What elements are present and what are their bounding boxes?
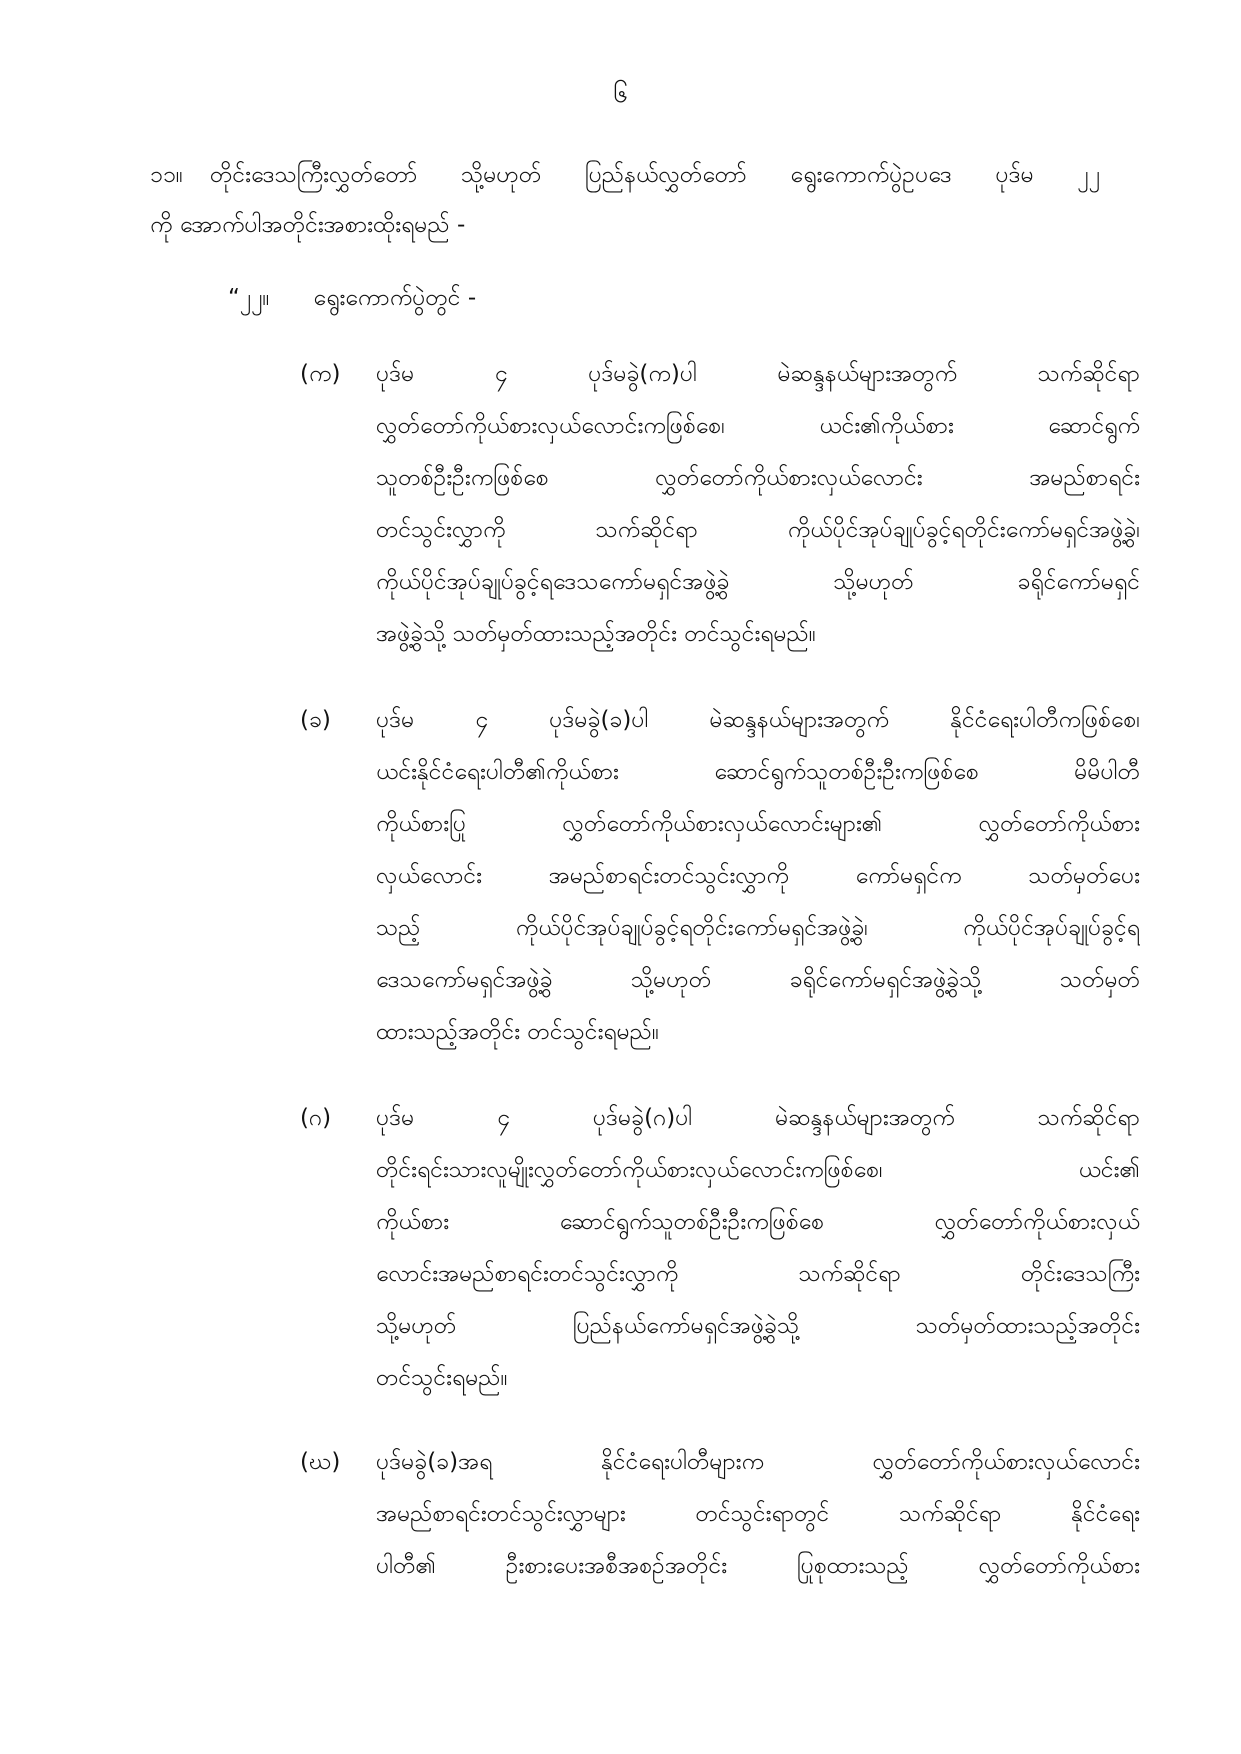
clause-line: ပုဒ်မခွဲ(ခ)အရ နိုင်ငံရေးပါတီများက လွှတ်တော်ကိုယ်စားလှယ်လောင်း <box>376 1449 1140 1475</box>
clause-label: (ဃ) <box>300 1449 341 1475</box>
clause-line: လွှတ်တော်ကိုယ်စားလှယ်လောင်းကဖြစ်စေ၊ ယင်း၏ကိုယ်စား ဆောင်ရွက် <box>376 413 1140 439</box>
clause-line: ကိုယ်ပိုင်အုပ်ချုပ်ခွင့်ရဒေသကော်မရှင်အဖွဲ့ခွဲ သို့မဟုတ် ခရိုင်ကော်မရှင် <box>376 569 1140 595</box>
clause-line: တင်သွင်းရမည်။ <box>376 1365 508 1391</box>
clause-body <box>376 694 1140 1058</box>
clause-line: လှယ်လောင်း အမည်စာရင်းတင်သွင်းလွှာကို ကော်မရှင်က သတ်မှတ်ပေး <box>376 863 1140 889</box>
page-number: ၆ <box>613 79 628 109</box>
clause-line: လောင်းအမည်စာရင်းတင်သွင်းလွှာကို သက်ဆိုင်ရာ တိုင်းဒေသကြီး <box>376 1261 1140 1287</box>
subsection-22-heading <box>228 278 476 318</box>
subsection-number: “၂၂။ <box>228 285 270 311</box>
section-11 <box>150 150 1100 250</box>
clause-line: ဒေသကော်မရှင်အဖွဲ့ခွဲ သို့မဟုတ် ခရိုင်ကော်မရှင်အဖွဲ့ခွဲသို့ သတ်မှတ် <box>376 967 1140 993</box>
clause-line: အမည်စာရင်းတင်သွင်းလွှာများ တင်သွင်းရာတွင် သက်ဆိုင်ရာ နိုင်ငံရေး <box>376 1501 1140 1527</box>
clause-label: (ခ) <box>300 707 331 733</box>
clause-line: ထားသည့်အတိုင်း တင်သွင်းရမည်။ <box>376 1019 659 1045</box>
clause-line: ယင်းနိုင်ငံရေးပါတီ၏ကိုယ်စား ဆောင်ရွက်သူတစ်ဦးဦးကဖြစ်စေ မိမိပါတီ <box>376 759 1140 785</box>
clause-line: ကိုယ်စား ဆောင်ရွက်သူတစ်ဦးဦးကဖြစ်စေ လွှတ်တော်ကိုယ်စားလှယ် <box>376 1209 1140 1235</box>
clause-body <box>376 348 1140 660</box>
clause-label: (က) <box>300 361 341 387</box>
clause-line: ပုဒ်မ ၄ ပုဒ်မခွဲ(ခ)ပါ မဲဆန္ဒနယ်များအတွက် နိုင်ငံရေးပါတီကဖြစ်စေ၊ <box>376 707 1140 733</box>
section-number: ၁၁။ <box>150 162 183 188</box>
clause-line: သည့် ကိုယ်ပိုင်အုပ်ချုပ်ခွင့်ရတိုင်းကော်မရှင်အဖွဲ့ခွဲ၊ ကိုယ်ပိုင်အုပ်ချုပ်ခွင့်ရ <box>376 915 1140 941</box>
clause-line: ပါတီ၏ ဦးစားပေးအစီအစဉ်အတိုင်း ပြုစုထားသည့် လွှတ်တော်ကိုယ်စား <box>376 1553 1140 1579</box>
section-text-line-2: ကို အောက်ပါအတိုင်းအစားထိုးရမည် - <box>150 212 466 238</box>
section-text-line-1: တိုင်းဒေသကြီးလွှတ်တော် သို့မဟုတ် ပြည်နယ်လွှတ်တော် ရွေးကောက်ပွဲဥပဒေ ပုဒ်မ ၂၂ <box>210 162 1100 188</box>
clause-line: တင်သွင်းလွှာကို သက်ဆိုင်ရာ ကိုယ်ပိုင်အုပ်ချုပ်ခွင့်ရတိုင်းကော်မရှင်အဖွဲ့ခွဲ၊ <box>376 517 1140 543</box>
clause-line: ကိုယ်စားပြု လွှတ်တော်ကိုယ်စားလှယ်လောင်းများ၏ လွှတ်တော်ကိုယ်စား <box>376 811 1140 837</box>
clause-line: ပုဒ်မ ၄ ပုဒ်မခွဲ(ဂ)ပါ မဲဆန္ဒနယ်များအတွက် သက်ဆိုင်ရာ <box>376 1105 1140 1131</box>
clause-line: သို့မဟုတ် ပြည်နယ်ကော်မရှင်အဖွဲ့ခွဲသို့ သတ်မှတ်ထားသည့်အတိုင်း <box>376 1313 1140 1339</box>
subsection-text: ရွေးကောက်ပွဲတွင် - <box>313 285 477 311</box>
clause-line: သူတစ်ဦးဦးကဖြစ်စေ လွှတ်တော်ကိုယ်စားလှယ်လောင်း အမည်စာရင်း <box>376 465 1140 491</box>
clause-line: အဖွဲ့ခွဲသို့ သတ်မှတ်ထားသည့်အတိုင်း တင်သွင်းရမည်။ <box>376 621 816 647</box>
clause-line: ပုဒ်မ ၄ ပုဒ်မခွဲ(က)ပါ မဲဆန္ဒနယ်များအတွက် သက်ဆိုင်ရာ <box>376 361 1140 387</box>
clause-body <box>376 1436 1140 1592</box>
section-first-line <box>150 150 1100 200</box>
clause-line: တိုင်းရင်းသားလူမျိုးလွှတ်တော်ကိုယ်စားလှယ်လောင်းကဖြစ်စေ၊ ယင်း၏ <box>376 1157 1140 1183</box>
clause-body <box>376 1092 1140 1404</box>
clause-label: (ဂ) <box>300 1105 332 1131</box>
